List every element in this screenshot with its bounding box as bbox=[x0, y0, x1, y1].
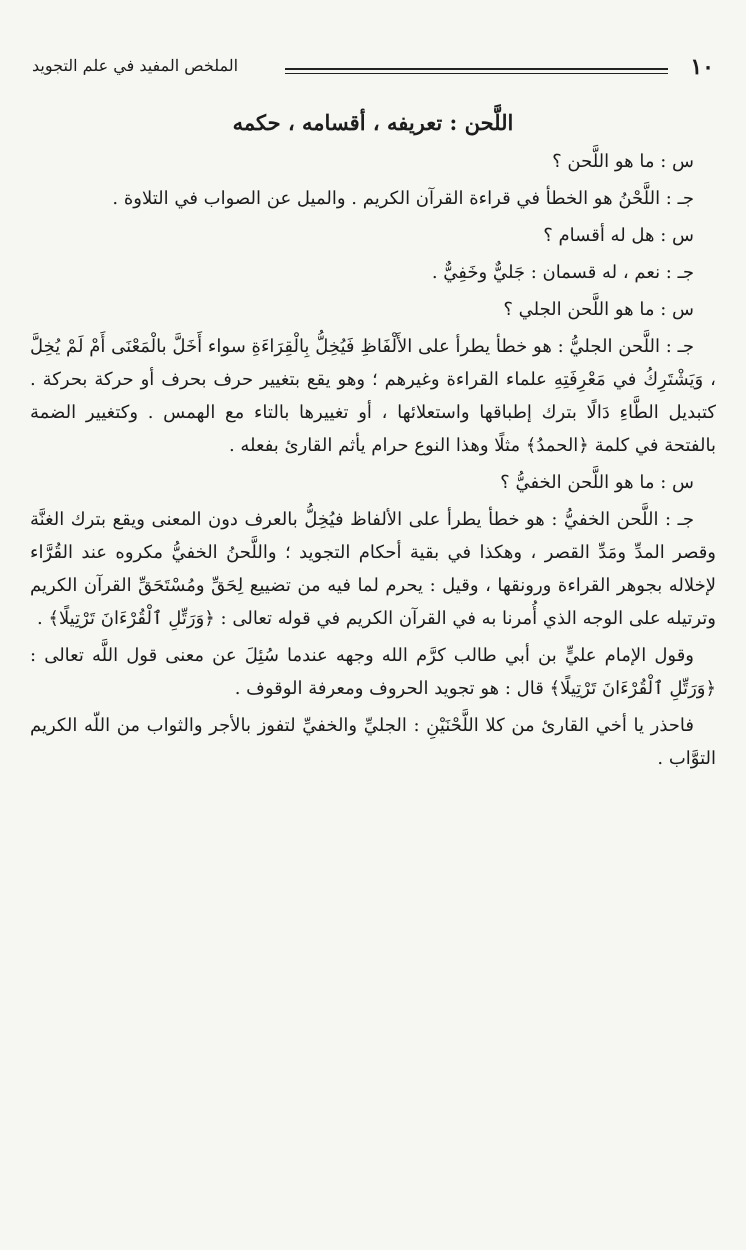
paragraph: فاحذر يا أخي القارئ من كلا اللَّحْنَيْنِ : الجليِّ والخفيِّ لتفوز بالأجر والثواب من اللّه الكريم التوَّاب . bbox=[30, 715, 716, 769]
answer: جـ : اللَّحن الجليُّ : هو خطأ يطرأ على الأَلْفَاظِ فَيُخِلُّ بِالْقِرَاءَةِ سواء أَخَلَّ بالْمَعْنَى أَمْ لَمْ يُخِلَّ ، وَيَشْتَرِكُ في مَعْرِفَتِهِ علماء القراءة وغيرهم ؛ وهو يقع بتغيير حرف بحرف أو حركة بحركة . كتبديل الطَّاءِ دَالًا بترك إطباقها واستعلائها ، أو تغييرها بالتاء مع الهمس . وكتغيير الضمة بالفتحة في كلمة ﴿الحمدُ﴾ مثلًا وهذا النوع حرام يأثم القارئ بفعله . bbox=[30, 336, 716, 456]
answer: جـ : اللَّحْنُ هو الخطأ في قراءة القرآن الكريم . والميل عن الصواب في التلاوة . bbox=[112, 188, 694, 209]
page-number: ١٠ bbox=[690, 54, 714, 80]
answer: جـ : نعم ، له قسمان : جَليٌّ وخَفِيٌّ . bbox=[431, 262, 694, 283]
book-page bbox=[30, 52, 716, 1230]
answer: جـ : اللَّحن الخفيُّ : هو خطأ يطرأ على الألفاظ فيُخِلُّ بالعرف دون المعنى ويقع بترك الغنَّة وقصر المدِّ ومَدِّ القصر ، وهكذا في بقية أحكام التجويد ؛ واللَّحنُ الخفيُّ مكروه عند القُرَّاء لإخلاله بجوهر القراءة ورونقها ، وقيل : يحرم لما فيه من تضييع لِحَقِّ ومُسْتَحَقِّ القرآن الكريم وترتيله على الوجه الذي أُمرنا به في القرآن الكريم في قوله تعالى : ﴿وَرَتِّلِ ٱلْقُرْءَانَ تَرْتِيلًا﴾ . bbox=[30, 509, 716, 629]
section-title: اللَّحن : تعريفه ، أقسامه ، حكمه bbox=[232, 110, 514, 135]
question: س : ما هو اللَّحن ؟ bbox=[552, 151, 694, 172]
header-rule bbox=[285, 68, 668, 74]
running-title: الملخص المفيد في علم التجويد bbox=[32, 56, 239, 75]
page-header bbox=[30, 52, 716, 86]
paragraph: وقول الإمام عليٍّ بن أبي طالب كرَّم الله وجهه عندما سُئِلَ عن معنى قول اللَّه تعالى : ﴿وَرَتِّلِ ٱلْقُرْءَانَ تَرْتِيلًا﴾ قال : هو تجويد الحروف ومعرفة الوقوف . bbox=[30, 645, 716, 699]
question: س : هل له أقسام ؟ bbox=[543, 225, 694, 246]
page-body bbox=[30, 145, 716, 775]
question: س : ما هو اللَّحن الجلي ؟ bbox=[503, 299, 694, 320]
question: س : ما هو اللَّحن الخفيُّ ؟ bbox=[500, 472, 694, 493]
